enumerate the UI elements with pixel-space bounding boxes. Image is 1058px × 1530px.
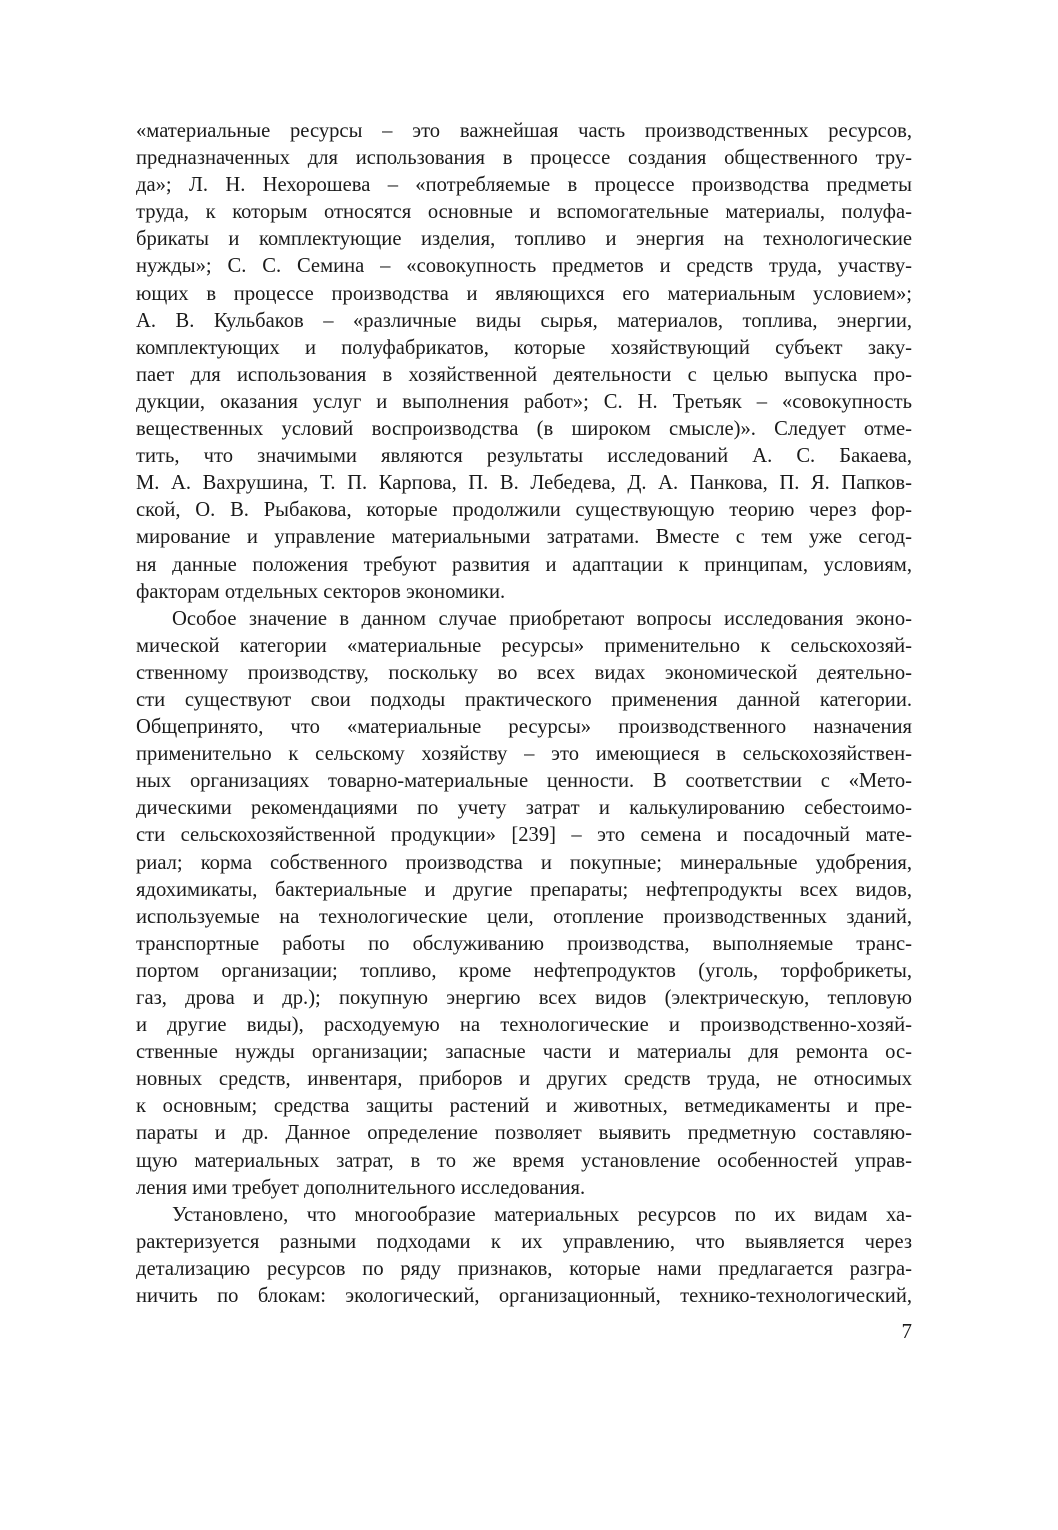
text-line: брикаты и комплектующие изделия, топливо и энергия на технологические (136, 228, 912, 251)
text-line: и другие виды), расходуемую на технологические и производственно-хозяй- (136, 1014, 912, 1037)
text-line: транспортные работы по обслуживанию производства, выполняемые транс- (136, 932, 912, 955)
text-line: ющих в процессе производства и являющихся его материальным условием»; (136, 282, 912, 305)
text-line: Особое значение в данном случае приобретают вопросы исследования эконо- (172, 607, 912, 630)
text-line: щую материальных затрат, в то же время установление особенностей управ- (136, 1149, 912, 1172)
text-line: Общепринято, что «материальные ресурсы» производственного назначения (136, 716, 912, 739)
text-line: факторам отдельных секторов экономики. (136, 580, 506, 603)
text-line: сти существуют свои подходы практического применения данной категории. (136, 688, 912, 711)
text-line: сти сельскохозяйственной продукции» [239] – это семена и посадочный мате- (136, 824, 912, 847)
text-line: ственному производству, поскольку во всех видах экономической деятельно- (136, 661, 912, 684)
text-line: нужды»; С. С. Семина – «совокупность предметов и средств труда, участву- (136, 255, 912, 278)
text-line: комплектующих и полуфабрикатов, которые хозяйствующий субъект заку- (136, 336, 912, 359)
text-line: ня данные положения требуют развития и адаптации к принципам, условиям, (136, 553, 912, 576)
text-line: детализацию ресурсов по ряду признаков, которые нами предлагается разгра- (136, 1257, 912, 1280)
text-line: параты и др. Данное определение позволяет выявить предметную составляю- (136, 1122, 912, 1145)
text-line: ничить по блокам: экологический, организационный, технико-технологический, (136, 1285, 912, 1308)
text-line: А. В. Кульбаков – «различные виды сырья, материалов, топлива, энергии, (136, 309, 912, 332)
paragraph (136, 118, 912, 606)
text-line: пает для использования в хозяйственной деятельности с целью выпуска про- (136, 363, 912, 386)
text-line: предназначенных для использования в процессе создания общественного тру- (136, 147, 912, 170)
text-line: ядохимикаты, бактериальные и другие препараты; нефтепродукты всех видов, (136, 878, 912, 901)
text-line: к основным; средства защиты растений и животных, ветмедикаменты и пре- (136, 1095, 912, 1118)
text-line: вещественных условий воспроизводства (в широком смысле)». Следует отме- (136, 418, 912, 441)
text-line: «материальные ресурсы – это важнейшая часть производственных ресурсов, (136, 120, 912, 142)
text-line: ления ими требует дополнительного исследования. (136, 1176, 586, 1199)
text-line: риал; корма собственного производства и покупные; минеральные удобрения, (136, 851, 912, 874)
text-line: рактеризуется разными подходами к их управлению, что выявляется через (136, 1230, 912, 1253)
text-line: М. А. Вахрушина, Т. П. Карпова, П. В. Лебедева, Д. А. Панкова, П. Я. Папков- (136, 472, 912, 495)
paragraph (136, 606, 912, 1202)
text-line: портом организации; топливо, кроме нефтепродуктов (уголь, торфобрикеты, (136, 959, 912, 982)
paragraph (136, 1202, 912, 1310)
text-line: Установлено, что многообразие материальных ресурсов по их видам ха- (172, 1203, 912, 1226)
text-line: газ, дрова и др.); покупную энергию всех видов (электрическую, тепловую (136, 987, 912, 1009)
text-line: мирование и управление материальными затратами. Вместе с тем уже сегод- (136, 526, 912, 549)
text-line: дическими рекомендациями по учету затрат и калькулированию себестоимо- (136, 797, 912, 820)
text-line: да»; Л. Н. Нехорошева – «потребляемые в процессе производства предметы (136, 174, 912, 197)
text-line: используемые на технологические цели, отопление производственных зданий, (136, 905, 912, 928)
text-line: дукции, оказания услуг и выполнения работ»; С. Н. Третьяк – «совокупность (136, 390, 912, 413)
text-line: применительно к сельскому хозяйству – это имеющиеся в сельскохозяйствен- (136, 743, 912, 766)
text-line: мической категории «материальные ресурсы» применительно к сельскохозяй- (136, 634, 912, 657)
text-line: новных средств, инвентаря, приборов и других средств труда, не относимых (136, 1068, 912, 1091)
text-line: ных организациях товарно-материальные ценности. В соответствии с «Мето- (136, 770, 912, 793)
text-line: труда, к которым относятся основные и вспомогательные материалы, полуфа- (136, 201, 912, 224)
text-line: тить, что значимыми являются результаты исследований А. С. Бакаева, (136, 445, 912, 468)
page-number: 7 (901, 1319, 912, 1343)
body-text (136, 118, 912, 1310)
text-line: ской, О. В. Рыбакова, которые продолжили существующую теорию через фор- (136, 499, 912, 522)
text-line: ственные нужды организации; запасные части и материалы для ремонта ос- (136, 1041, 912, 1064)
